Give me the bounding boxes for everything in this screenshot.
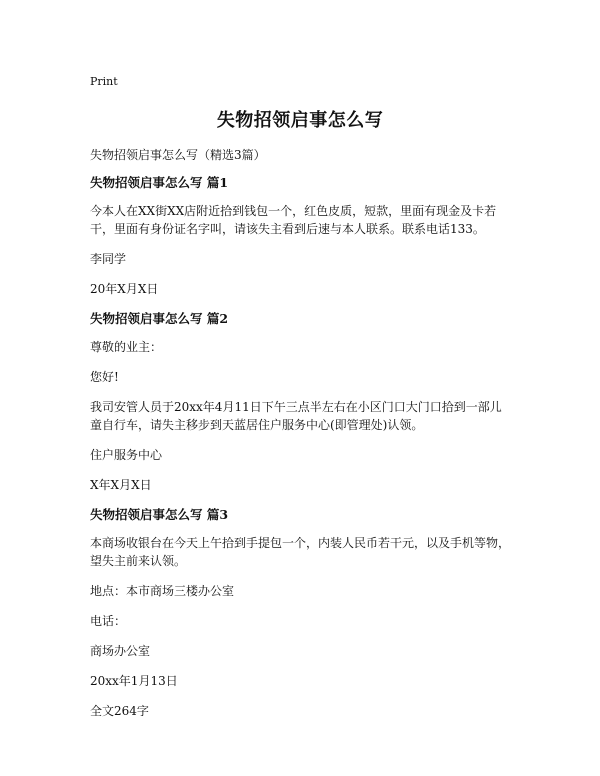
section-heading-2: 失物招领启事怎么写 篇2: [90, 311, 229, 326]
document-title: 失物招领启事怎么写: [216, 110, 384, 131]
section-1-paragraph: 今本人在XX街XX店附近拾到钱包一个，红色皮质，短款，里面有现金及卡若干，里面有身份证名字叫，请该失主看到后速与本人联系。联系电话133。: [90, 204, 497, 236]
section-1-date: 20年X月X日: [90, 282, 159, 296]
word-count: 全文264字: [90, 704, 149, 718]
section-1-signature: 李同学: [90, 252, 127, 266]
section-2-date: X年X月X日: [90, 478, 152, 492]
section-2-greeting: 您好!: [90, 370, 119, 384]
section-3-location: 地点：本市商场三楼办公室: [90, 584, 235, 598]
section-2-paragraph: 我司安管人员于20xx年4月11日下午三点半左右在小区门口大门口拾到一部儿童自行车，请失主移步到天蓝居住户服务中心(即管理处)认领。: [90, 400, 502, 432]
section-2-salutation: 尊敬的业主：: [90, 340, 163, 354]
document-subtitle: 失物招领启事怎么写（精选3篇）: [90, 148, 266, 162]
section-3-paragraph: 本商场收银台在今天上午拾到手提包一个，内装人民币若干元，以及手机等物，望失主前来认领。: [90, 536, 511, 568]
section-3-signature: 商场办公室: [90, 644, 151, 658]
section-heading-3: 失物招领启事怎么写 篇3: [90, 507, 229, 522]
section-3-date: 20xx年1月13日: [90, 674, 178, 688]
section-3-phone: 电话：: [90, 614, 127, 628]
section-2-signature: 住户服务中心: [90, 448, 163, 462]
section-heading-1: 失物招领启事怎么写 篇1: [90, 175, 229, 190]
print-link[interactable]: Print: [90, 75, 118, 88]
